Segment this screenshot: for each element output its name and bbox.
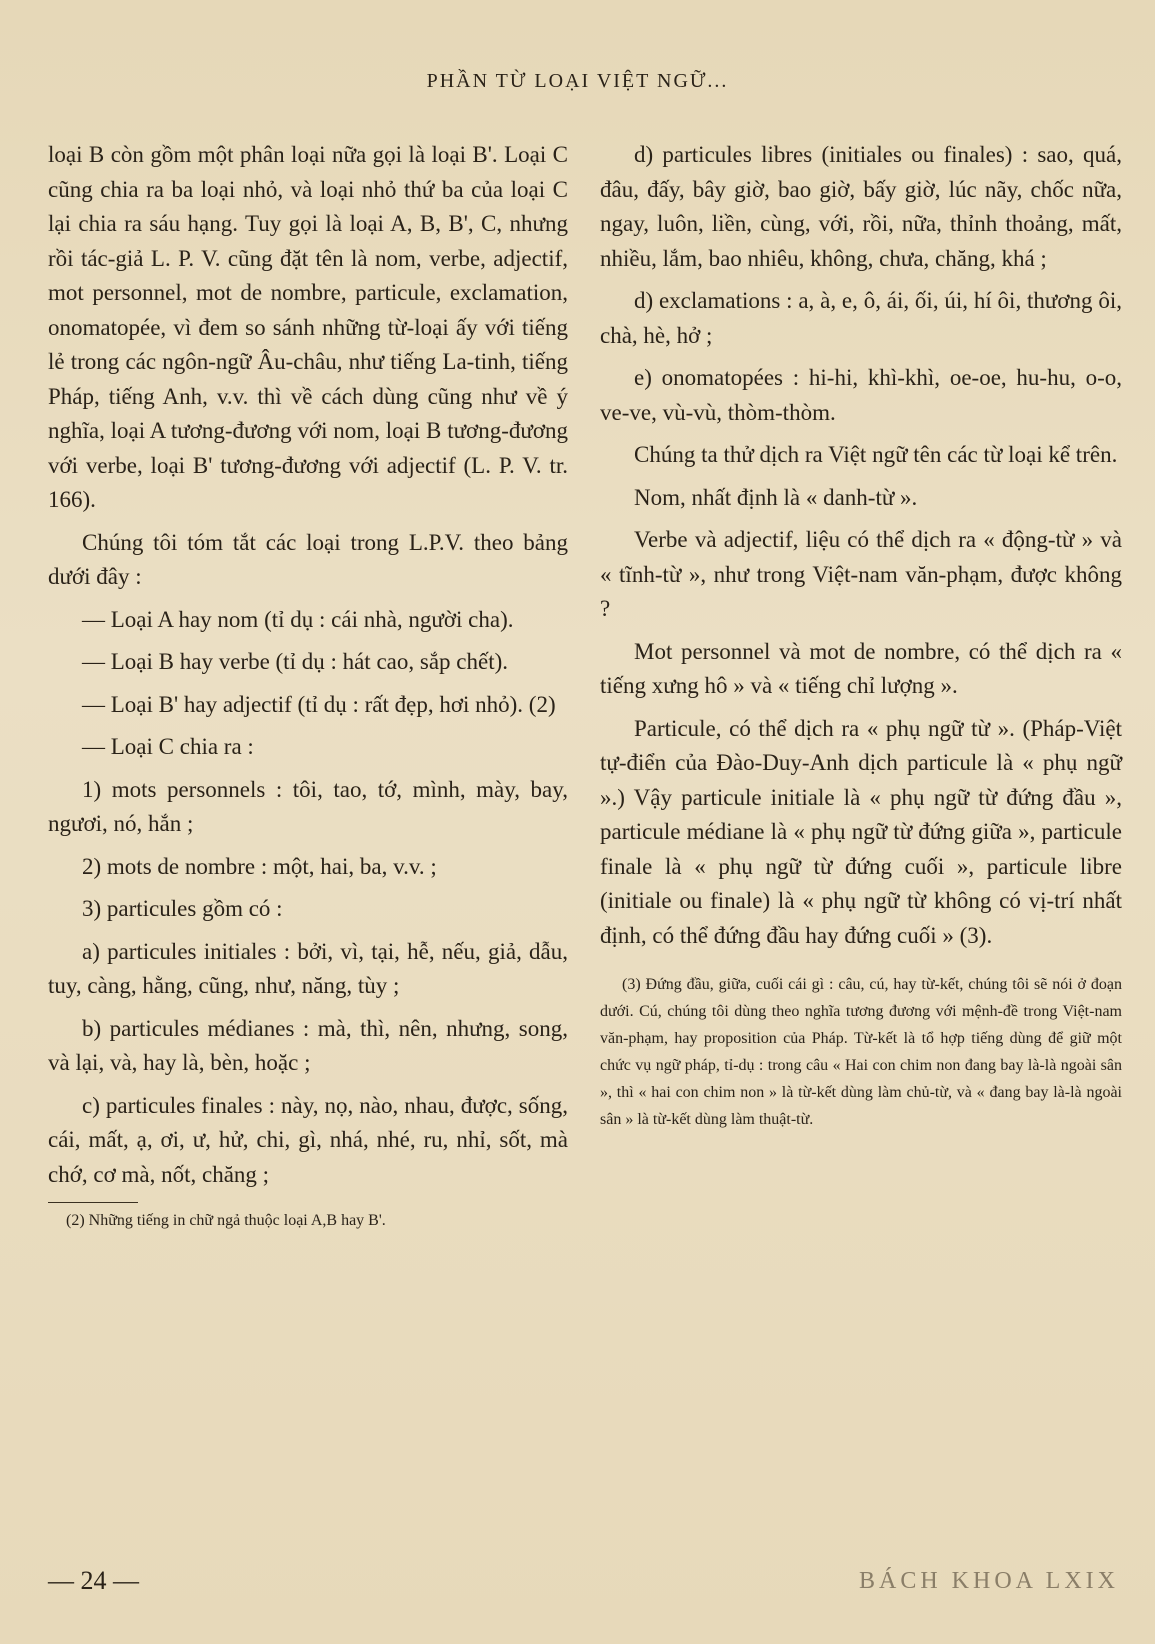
list-item: a) particules initiales : bởi, vì, tại, hễ, nếu, giả, dẫu, tuy, càng, hằng, cũng, như, năng, tùy ; [48,938,568,998]
list-item: 2) mots de nombre : một, hai, ba, v.v. ; [82,853,437,879]
list-item: b) particules médianes : mà, thì, nên, nhưng, song, và lại, và, hay là, bèn, hoặc ; [48,1015,568,1075]
list-item: — Loại B hay verbe (tỉ dụ : hát cao, sắp chết). [82,649,508,674]
paragraph: Mot personnel và mot de nombre, có thể dịch ra « tiếng xưng hô » và « tiếng chỉ lượng ». [600,638,1122,698]
paragraph: Chúng ta thử dịch ra Việt ngữ tên các từ loại kể trên. [634,442,1118,467]
page-number: — 24 — [48,1566,139,1595]
footnote: (3) Đứng đầu, giữa, cuối cái gì : câu, cú, hay từ-kết, chúng tôi sẽ nói ở đoạn dưới. Cú, chúng tôi dùng theo nghĩa tương đương với mệnh-đề trong Việt-nam văn-phạm, hay proposition của Pháp. Từ-kết là tổ hợp tiếng dùng để giữ một chức vụ ngữ pháp, tỉ-dụ : trong câu « Hai con chim non đang bay là-là ngoài sân », thì « hai con chim non » là từ-kết dùng làm chủ-từ, và « đang bay là-là ngoài sân » là từ-kết dùng làm thuật-từ. [600,976,1122,1128]
paragraph: Verbe và adjectif, liệu có thể dịch ra « động-từ » và « tĩnh-từ », như trong Việt-nam văn-phạm, được không ? [600,527,1122,621]
list-item: 3) particules gồm có : [82,896,283,921]
list-item: d) particules libres (initiales ou finales) : sao, quá, đâu, đấy, bây giờ, bao giờ, bấy giờ, lúc nãy, chốc nữa, ngay, luôn, liền, cùng, với, rồi, nữa, thỉnh thoảng, mất, nhiều, lắm, bao nhiêu, không, chưa, chăng, khá ; [600,142,1122,271]
paragraph: Nom, nhất định là « danh-từ ». [634,484,918,510]
list-item: c) particules finales : này, nọ, nào, nhau, được, sống, cái, mất, ạ, ơi, ư, hử, chi, gì, nhá, nhé, ru, nhỉ, sốt, mà chớ, cơ mà, nốt, chăng ; [48,1092,568,1187]
list-item: d) exclamations : a, à, e, ô, ái, ối, úi, hí ôi, thương ôi, chà, hè, hở ; [600,288,1122,348]
magazine-title: BÁCH KHOA LXIX [859,1568,1119,1594]
list-item: — Loại A hay nom (tỉ dụ : cái nhà, người cha). [82,606,514,632]
paragraph: Particule, có thể dịch ra « phụ ngữ từ ». (Pháp-Việt tự-điển của Đào-Duy-Anh dịch particule là « phụ ngữ ».) Vậy particule initiale là « phụ ngữ từ đứng đầu », particule médiane là « phụ ngữ từ đứng giữa », particule finale là « phụ ngữ từ đứng cuối », particule libre (initiale ou finale) là « phụ ngữ từ không có vị-trí nhất định, có thể đứng đầu hay đứng cuối » (3). [600,715,1122,948]
list-item: — Loại B' hay adjectif (tỉ dụ : rất đẹp, hơi nhỏ). (2) [82,691,556,717]
running-header: PHẦN TỪ LOẠI VIỆT NGỮ... [426,70,729,92]
footnote: (2) Những tiếng in chữ ngả thuộc loại A,B hay B'. [66,1212,386,1229]
paragraph: loại B còn gồm một phân loại nữa gọi là loại B'. Loại C cũng chia ra ba loại nhỏ, và loại nhỏ thứ ba của loại C lại chia ra sáu hạng. Tuy gọi là loại A, B, B', C, nhưng rồi tác-giả L. P. V. cũng đặt tên là nom, verbe, adjectif, mot personnel, mot de nombre, particule, exclamation, onomatopée, vì đem so sánh những từ-loại ấy với tiếng lẻ trong các ngôn-ngữ Âu-châu, như tiếng La-tinh, tiếng Pháp, tiếng Anh, v.v. thì về cách dùng cũng như về ý nghĩa, loại A tương-đương với nom, loại B tương-đương với verbe, loại B' tương-đương với adjectif (L. P. V. tr. 166). [48,142,568,512]
paragraph: Chúng tôi tóm tắt các loại trong L.P.V. theo bảng dưới đây : [48,529,568,589]
list-item: e) onomatopées : hi-hi, khì-khì, oe-oe, hu-hu, o-o, ve-ve, vù-vù, thòm-thòm. [600,365,1122,425]
list-item: 1) mots personnels : tôi, tao, tớ, mình, mày, bay, ngươi, nó, hắn ; [48,776,568,836]
left-column [48,138,568,1233]
list-item: — Loại C chia ra : [82,734,254,759]
footnote-rule [48,1202,138,1203]
right-column [600,138,1122,1133]
